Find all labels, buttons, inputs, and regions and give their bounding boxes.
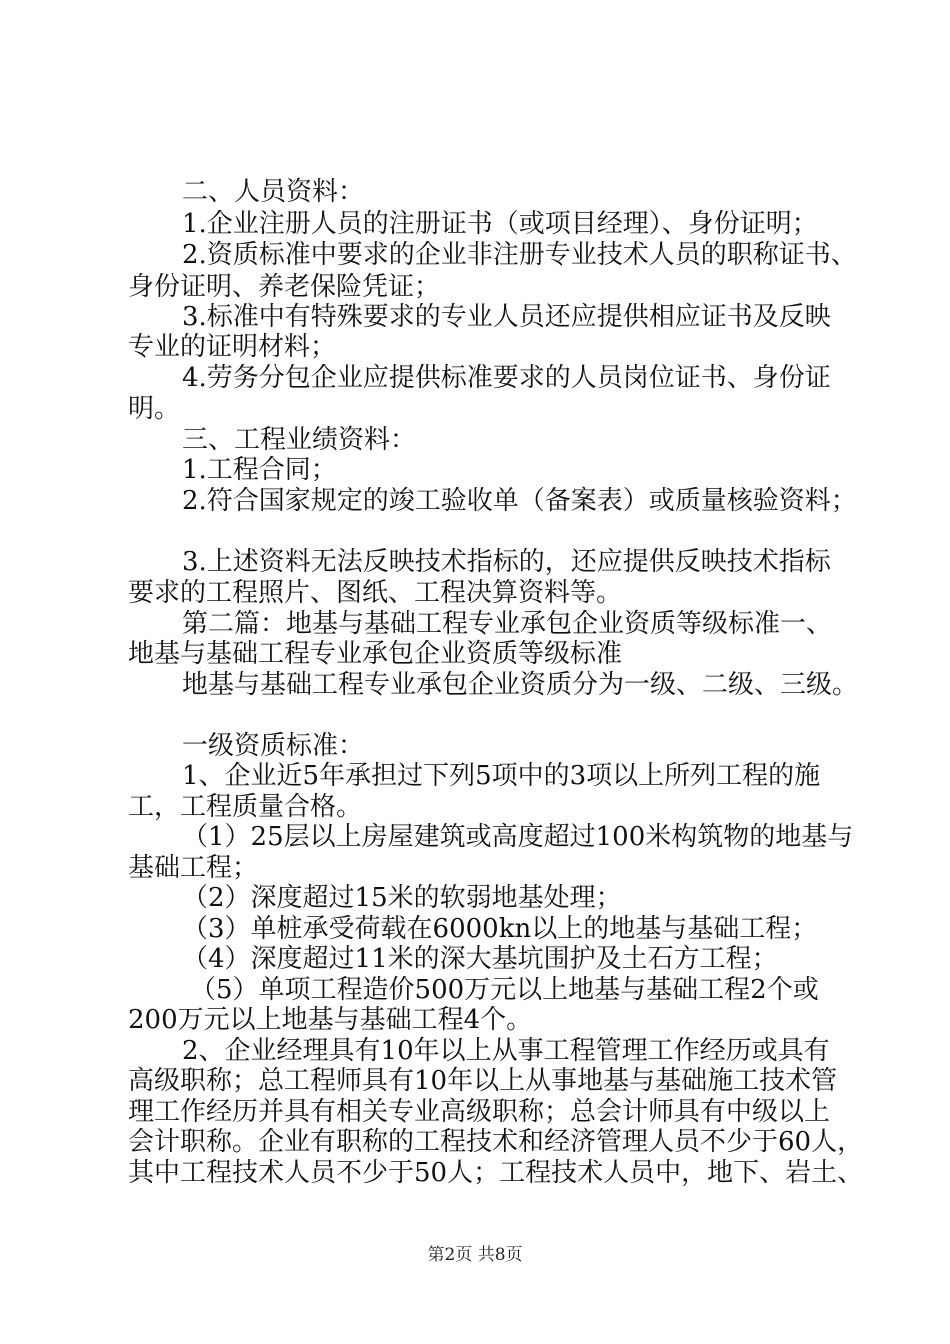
text-line: 工，工程质量合格。 xyxy=(128,792,363,822)
text-line: 2.资质标准中要求的企业非注册专业技术人员的职称证书、 xyxy=(182,240,857,270)
text-line: 明。 xyxy=(128,394,181,424)
text-line: 要求的工程照片、图纸、工程决算资料等。 xyxy=(128,578,623,608)
text-line: 三、工程业绩资料： xyxy=(182,425,417,455)
text-line: 2.符合国家规定的竣工验收单（备案表）或质量核验资料； xyxy=(182,486,857,516)
text-line: 专业的证明材料； xyxy=(128,332,337,362)
text-line: 理工作经历并具有相关专业高级职称；总会计师具有中级以上 xyxy=(128,1097,831,1127)
text-line: 4.劳务分包企业应提供标准要求的人员岗位证书、身份证 xyxy=(182,363,831,393)
text-line: 1.工程合同； xyxy=(182,455,337,485)
text-line: （1）25层以上房屋建筑或高度超过100米构筑物的地基与 xyxy=(182,822,854,852)
text-line: 1.企业注册人员的注册证书（或项目经理）、身份证明； xyxy=(182,209,818,239)
text-line: 第二篇：地基与基础工程专业承包企业资质等级标准一、 xyxy=(182,609,833,639)
text-line: 2、企业经理具有10年以上从事工程管理工作经历或具有 xyxy=(182,1036,830,1066)
text-line: 会计职称。企业有职称的工程技术和经济管理人员不少于60人， xyxy=(128,1127,864,1157)
text-line: 3.上述资料无法反映技术指标的，还应提供反映技术指标 xyxy=(182,547,831,577)
text-line: 1、企业近5年承担过下列5项中的3项以上所列工程的施 xyxy=(182,761,821,791)
text-line: 3.标准中有特殊要求的专业人员还应提供相应证书及反映 xyxy=(182,302,831,332)
text-line: 基础工程； xyxy=(128,853,259,883)
text-line: 200万元以上地基与基础工程4个。 xyxy=(128,1005,533,1035)
text-line: 二、人员资料： xyxy=(182,177,365,207)
text-line: （2）深度超过15米的软弱地基处理； xyxy=(182,883,622,913)
text-line: 地基与基础工程专业承包企业资质分为一级、二级、三级。 xyxy=(182,670,859,700)
text-line: （3）单桩承受荷载在6000kn以上的地基与基础工程； xyxy=(182,914,818,944)
text-line: 身份证明、养老保险凭证； xyxy=(128,272,441,302)
page-number-footer: 第2页 共8页 xyxy=(427,1245,523,1265)
text-line: 一级资质标准： xyxy=(182,731,365,761)
text-line: 其中工程技术人员不少于50人；工程技术人员中，地下、岩土、 xyxy=(128,1158,864,1188)
text-line: 高级职称；总工程师具有10年以上从事地基与基础施工技术管 xyxy=(128,1066,838,1096)
text-line: 地基与基础工程专业承包企业资质等级标准 xyxy=(128,639,623,669)
text-line: （4）深度超过11米的深大基坑围护及土石方工程； xyxy=(182,944,778,974)
text-line: （5）单项工程造价500万元以上地基与基础工程2个或 xyxy=(190,975,819,1005)
